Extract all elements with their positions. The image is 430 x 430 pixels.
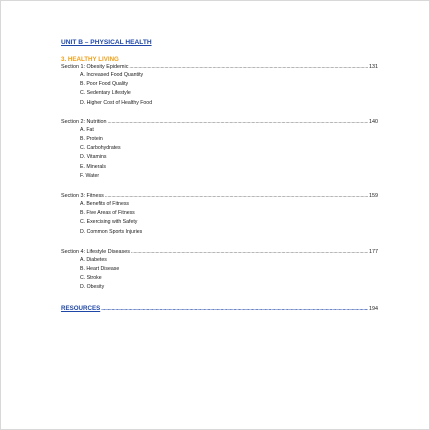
dot-leader xyxy=(129,64,368,71)
toc-subitem: D. Higher Cost of Healthy Food xyxy=(80,99,153,106)
toc-section-fitness xyxy=(61,193,378,237)
toc-section-lifestyle-diseases xyxy=(61,249,378,293)
toc-entry-label: Section 1: Obesity Epidemic xyxy=(61,64,129,70)
unit-title[interactable]: UNIT B – PHYSICAL HEALTH xyxy=(61,39,152,46)
toc-page-number: 131 xyxy=(369,64,378,70)
toc-section-obesity-epidemic xyxy=(61,64,378,108)
dot-leader xyxy=(105,193,368,200)
toc-section-nutrition xyxy=(61,119,378,181)
toc-entry-label: Section 2: Nutrition xyxy=(61,118,107,125)
toc-subitem: C. Stroke xyxy=(80,275,102,282)
toc-subitem: C. Carbohydrates xyxy=(80,145,121,152)
resources-link[interactable]: RESOURCES xyxy=(61,304,101,312)
toc-entry[interactable] xyxy=(61,64,378,71)
dot-leader xyxy=(101,306,368,313)
toc-subitem-list xyxy=(61,256,378,293)
toc-subitem-list xyxy=(61,200,378,237)
toc-page-number: 159 xyxy=(369,193,378,200)
toc-subitem: F. Water xyxy=(80,172,100,179)
toc-subitem: C. Sedentary Lifestyle xyxy=(80,90,131,97)
chapter-title: 3. HEALTHY LIVING xyxy=(61,56,119,63)
toc-subitem: B. Five Areas of Fitness xyxy=(80,210,135,217)
toc-subitem: B. Protein xyxy=(80,136,103,143)
toc-subitem: A. Benefits of Fitness xyxy=(80,201,130,208)
toc-entry[interactable] xyxy=(61,249,378,256)
toc-subitem-list xyxy=(61,71,378,108)
toc-entry[interactable] xyxy=(61,119,378,126)
toc-page-number: 177 xyxy=(369,248,378,255)
toc-subitem: B. Poor Food Quality xyxy=(80,81,129,88)
toc-subitem: B. Heart Disease xyxy=(80,266,120,273)
toc-subitem: A. Diabetes xyxy=(80,256,107,263)
toc-subitem: D. Common Sports Injuries xyxy=(80,228,143,235)
toc-subitem-list xyxy=(61,126,378,181)
toc-subitem: E. Minerals xyxy=(80,163,106,170)
toc-entry-label: Section 4: Lifestyle Diseases xyxy=(61,248,130,255)
toc-subitem: A. Increased Food Quantity xyxy=(80,72,144,78)
toc-subitem: D. Obesity xyxy=(80,284,105,291)
toc-entry-resources[interactable] xyxy=(61,305,378,313)
toc-subitem: C. Exercising with Safety xyxy=(80,219,138,226)
dot-leader xyxy=(131,249,368,256)
toc-entry-label: Section 3: Fitness xyxy=(61,193,104,200)
toc-page-number: 194 xyxy=(369,305,378,312)
toc-page-number: 140 xyxy=(369,118,378,125)
toc-subitem: A. Fat xyxy=(80,126,94,133)
toc-entry[interactable] xyxy=(61,193,378,200)
table-of-contents xyxy=(61,39,378,313)
dot-leader xyxy=(108,119,368,126)
toc-subitem: D. Vitamins xyxy=(80,154,107,161)
